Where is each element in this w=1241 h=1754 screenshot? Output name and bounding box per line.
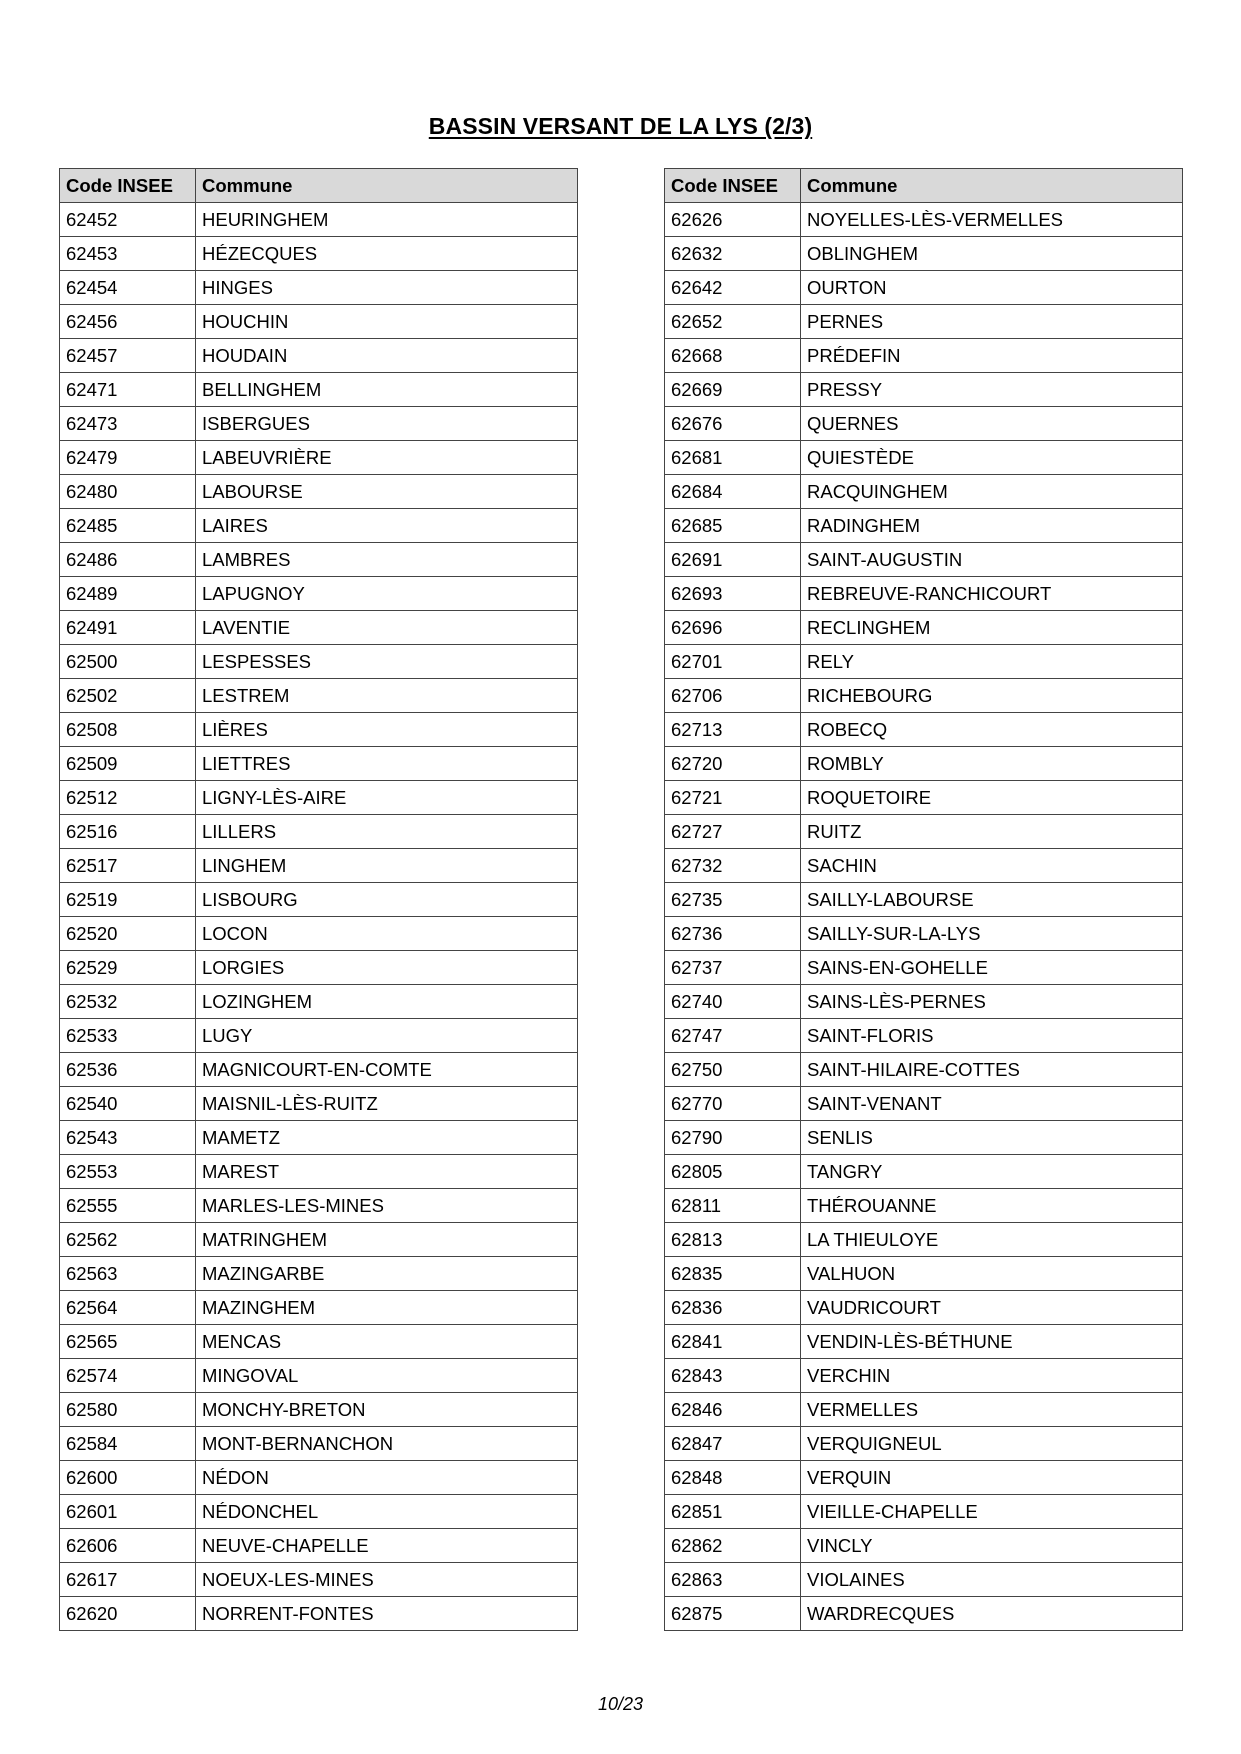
commune-cell: LORGIES [196,951,578,985]
page-number: 10/23 [597,1694,644,1714]
code-insee-cell: 62508 [60,713,196,747]
table-row [665,645,1183,679]
table-row [60,1461,578,1495]
table-row [665,917,1183,951]
code-insee-cell: 62805 [665,1155,801,1189]
code-insee-cell: 62841 [665,1325,801,1359]
table-row [665,373,1183,407]
table-row [665,271,1183,305]
code-insee-cell: 62747 [665,1019,801,1053]
table-row [60,305,578,339]
code-insee-cell: 62713 [665,713,801,747]
table-row [60,1053,578,1087]
code-insee-cell: 62564 [60,1291,196,1325]
code-insee-cell: 62693 [665,577,801,611]
commune-cell: LIGNY-LÈS-AIRE [196,781,578,815]
commune-cell: NOEUX-LES-MINES [196,1563,578,1597]
code-insee-cell: 62471 [60,373,196,407]
table-row [665,339,1183,373]
commune-cell: PERNES [801,305,1183,339]
commune-cell: VERCHIN [801,1359,1183,1393]
commune-cell: REBREUVE-RANCHICOURT [801,577,1183,611]
commune-cell: NEUVE-CHAPELLE [196,1529,578,1563]
table-row [60,1563,578,1597]
table-row [665,747,1183,781]
table-row [665,543,1183,577]
code-insee-cell: 62532 [60,985,196,1019]
table-row [665,407,1183,441]
commune-cell: THÉROUANNE [801,1189,1183,1223]
code-insee-cell: 62875 [665,1597,801,1631]
communes-table-right [664,168,1183,1631]
code-insee-cell: 62721 [665,781,801,815]
commune-cell: SAILLY-LABOURSE [801,883,1183,917]
commune-cell: VINCLY [801,1529,1183,1563]
code-insee-cell: 62580 [60,1393,196,1427]
commune-cell: NÉDON [196,1461,578,1495]
code-insee-cell: 62500 [60,645,196,679]
table-row [665,1597,1183,1631]
header-code-insee: Code INSEE [60,169,196,203]
table-header-row [665,169,1183,203]
code-insee-cell: 62480 [60,475,196,509]
code-insee-cell: 62736 [665,917,801,951]
code-insee-cell: 62706 [665,679,801,713]
code-insee-cell: 62454 [60,271,196,305]
commune-cell: MARLES-LES-MINES [196,1189,578,1223]
code-insee-cell: 62517 [60,849,196,883]
code-insee-cell: 62727 [665,815,801,849]
commune-cell: LIÈRES [196,713,578,747]
table-row [665,475,1183,509]
table-row [60,611,578,645]
table-row [60,917,578,951]
commune-cell: ROMBLY [801,747,1183,781]
code-insee-cell: 62843 [665,1359,801,1393]
code-insee-cell: 62520 [60,917,196,951]
commune-cell: SACHIN [801,849,1183,883]
commune-cell: HOUCHIN [196,305,578,339]
commune-cell: WARDRECQUES [801,1597,1183,1631]
commune-cell: MATRINGHEM [196,1223,578,1257]
table-row [60,1325,578,1359]
table-row [60,1121,578,1155]
commune-cell: ROBECQ [801,713,1183,747]
code-insee-cell: 62485 [60,509,196,543]
commune-cell: VIOLAINES [801,1563,1183,1597]
table-row [60,815,578,849]
table-row [665,203,1183,237]
commune-cell: HEURINGHEM [196,203,578,237]
commune-cell: RACQUINGHEM [801,475,1183,509]
table-row [60,1155,578,1189]
code-insee-cell: 62516 [60,815,196,849]
code-insee-cell: 62457 [60,339,196,373]
code-insee-cell: 62681 [665,441,801,475]
commune-cell: LUGY [196,1019,578,1053]
table-row [665,815,1183,849]
table-row [60,1223,578,1257]
table-row [60,883,578,917]
code-insee-cell: 62601 [60,1495,196,1529]
code-insee-cell: 62685 [665,509,801,543]
code-insee-cell: 62811 [665,1189,801,1223]
code-insee-cell: 62600 [60,1461,196,1495]
communes-table-right-body [665,203,1183,1631]
commune-cell: VIEILLE-CHAPELLE [801,1495,1183,1529]
code-insee-cell: 62620 [60,1597,196,1631]
commune-cell: LIETTRES [196,747,578,781]
code-insee-cell: 62642 [665,271,801,305]
table-row [60,951,578,985]
commune-cell: ROQUETOIRE [801,781,1183,815]
code-insee-cell: 62574 [60,1359,196,1393]
table-row [665,1087,1183,1121]
commune-cell: VERQUIGNEUL [801,1427,1183,1461]
table-row [665,237,1183,271]
table-row [60,203,578,237]
table-row [60,271,578,305]
commune-cell: LILLERS [196,815,578,849]
table-row [665,1257,1183,1291]
code-insee-cell: 62533 [60,1019,196,1053]
commune-cell: LAPUGNOY [196,577,578,611]
commune-cell: MAGNICOURT-EN-COMTE [196,1053,578,1087]
commune-cell: VENDIN-LÈS-BÉTHUNE [801,1325,1183,1359]
table-row [60,373,578,407]
code-insee-cell: 62502 [60,679,196,713]
table-row [60,1427,578,1461]
commune-cell: SAINS-EN-GOHELLE [801,951,1183,985]
code-insee-cell: 62696 [665,611,801,645]
code-insee-cell: 62479 [60,441,196,475]
table-row [60,509,578,543]
table-row [665,781,1183,815]
commune-cell: QUIESTÈDE [801,441,1183,475]
table-row [665,1325,1183,1359]
code-insee-cell: 62735 [665,883,801,917]
page-title: BASSIN VERSANT DE LA LYS (2/3) [428,113,813,139]
code-insee-cell: 62732 [665,849,801,883]
commune-cell: TANGRY [801,1155,1183,1189]
code-insee-cell: 62529 [60,951,196,985]
commune-cell: LA THIEULOYE [801,1223,1183,1257]
commune-cell: MAMETZ [196,1121,578,1155]
code-insee-cell: 62669 [665,373,801,407]
table-row [60,747,578,781]
commune-cell: SAILLY-SUR-LA-LYS [801,917,1183,951]
commune-cell: NOYELLES-LÈS-VERMELLES [801,203,1183,237]
code-insee-cell: 62509 [60,747,196,781]
code-insee-cell: 62555 [60,1189,196,1223]
table-row [60,679,578,713]
commune-cell: SENLIS [801,1121,1183,1155]
commune-cell: VERQUIN [801,1461,1183,1495]
code-insee-cell: 62512 [60,781,196,815]
commune-cell: PRÉDEFIN [801,339,1183,373]
code-insee-cell: 62473 [60,407,196,441]
code-insee-cell: 62836 [665,1291,801,1325]
commune-cell: OURTON [801,271,1183,305]
code-insee-cell: 62835 [665,1257,801,1291]
commune-cell: MAISNIL-LÈS-RUITZ [196,1087,578,1121]
code-insee-cell: 62652 [665,305,801,339]
commune-cell: SAINT-FLORIS [801,1019,1183,1053]
table-row [665,849,1183,883]
code-insee-cell: 62691 [665,543,801,577]
code-insee-cell: 62863 [665,1563,801,1597]
code-insee-cell: 62701 [665,645,801,679]
table-header-row [60,169,578,203]
code-insee-cell: 62584 [60,1427,196,1461]
code-insee-cell: 62491 [60,611,196,645]
table-row [60,441,578,475]
commune-cell: LOZINGHEM [196,985,578,1019]
code-insee-cell: 62626 [665,203,801,237]
code-insee-cell: 62737 [665,951,801,985]
code-insee-cell: 62452 [60,203,196,237]
code-insee-cell: 62851 [665,1495,801,1529]
table-row [665,985,1183,1019]
commune-cell: LESTREM [196,679,578,713]
table-row [60,543,578,577]
commune-cell: MONT-BERNANCHON [196,1427,578,1461]
commune-cell: MAREST [196,1155,578,1189]
table-row [665,509,1183,543]
table-row [665,1189,1183,1223]
table-row [60,407,578,441]
communes-table-left [59,168,578,1631]
commune-cell: LESPESSES [196,645,578,679]
commune-cell: LAIRES [196,509,578,543]
commune-cell: NÉDONCHEL [196,1495,578,1529]
table-row [665,1359,1183,1393]
commune-cell: MONCHY-BRETON [196,1393,578,1427]
table-row [665,1563,1183,1597]
communes-table-left-body [60,203,578,1631]
header-code-insee: Code INSEE [665,169,801,203]
code-insee-cell: 62847 [665,1427,801,1461]
table-row [665,1155,1183,1189]
code-insee-cell: 62770 [665,1087,801,1121]
table-row [60,1291,578,1325]
table-row [60,1393,578,1427]
table-row [60,1189,578,1223]
table-row [60,985,578,1019]
commune-cell: LABEUVRIÈRE [196,441,578,475]
commune-cell: MAZINGARBE [196,1257,578,1291]
commune-cell: RADINGHEM [801,509,1183,543]
commune-cell: SAINT-VENANT [801,1087,1183,1121]
table-row [665,1223,1183,1257]
table-row [60,237,578,271]
commune-cell: LABOURSE [196,475,578,509]
table-row [665,951,1183,985]
table-row [665,1019,1183,1053]
commune-cell: MINGOVAL [196,1359,578,1393]
code-insee-cell: 62563 [60,1257,196,1291]
code-insee-cell: 62862 [665,1529,801,1563]
commune-cell: LAMBRES [196,543,578,577]
table-row [60,645,578,679]
table-row [665,1053,1183,1087]
table-row [60,849,578,883]
code-insee-cell: 62790 [665,1121,801,1155]
code-insee-cell: 62543 [60,1121,196,1155]
commune-cell: VAUDRICOURT [801,1291,1183,1325]
commune-cell: SAINS-LÈS-PERNES [801,985,1183,1019]
table-row [665,1529,1183,1563]
commune-cell: HÉZECQUES [196,237,578,271]
code-insee-cell: 62632 [665,237,801,271]
code-insee-cell: 62740 [665,985,801,1019]
table-row [665,1393,1183,1427]
code-insee-cell: 62848 [665,1461,801,1495]
table-row [665,1121,1183,1155]
table-row [60,713,578,747]
table-row [60,1087,578,1121]
commune-cell: PRESSY [801,373,1183,407]
table-row [60,1597,578,1631]
commune-cell: RECLINGHEM [801,611,1183,645]
table-row [60,475,578,509]
code-insee-cell: 62553 [60,1155,196,1189]
commune-cell: LOCON [196,917,578,951]
table-row [60,577,578,611]
commune-cell: RUITZ [801,815,1183,849]
code-insee-cell: 62668 [665,339,801,373]
table-row [665,577,1183,611]
commune-cell: BELLINGHEM [196,373,578,407]
commune-cell: HINGES [196,271,578,305]
code-insee-cell: 62486 [60,543,196,577]
code-insee-cell: 62720 [665,747,801,781]
code-insee-cell: 62606 [60,1529,196,1563]
table-row [665,1427,1183,1461]
code-insee-cell: 62813 [665,1223,801,1257]
table-row [665,1495,1183,1529]
code-insee-cell: 62540 [60,1087,196,1121]
commune-cell: SAINT-AUGUSTIN [801,543,1183,577]
code-insee-cell: 62565 [60,1325,196,1359]
table-row [60,1019,578,1053]
code-insee-cell: 62489 [60,577,196,611]
code-insee-cell: 62684 [665,475,801,509]
table-row [60,1495,578,1529]
code-insee-cell: 62846 [665,1393,801,1427]
commune-cell: QUERNES [801,407,1183,441]
code-insee-cell: 62453 [60,237,196,271]
table-row [60,1359,578,1393]
code-insee-cell: 62519 [60,883,196,917]
commune-cell: LINGHEM [196,849,578,883]
commune-cell: MENCAS [196,1325,578,1359]
table-row [60,339,578,373]
table-row [665,1291,1183,1325]
commune-cell: MAZINGHEM [196,1291,578,1325]
table-row [60,1529,578,1563]
commune-cell: HOUDAIN [196,339,578,373]
commune-cell: LAVENTIE [196,611,578,645]
table-row [665,883,1183,917]
code-insee-cell: 62536 [60,1053,196,1087]
code-insee-cell: 62617 [60,1563,196,1597]
table-row [665,441,1183,475]
code-insee-cell: 62456 [60,305,196,339]
table-row [665,1461,1183,1495]
table-row [665,611,1183,645]
table-row [665,713,1183,747]
table-row [60,1257,578,1291]
commune-cell: ISBERGUES [196,407,578,441]
commune-cell: NORRENT-FONTES [196,1597,578,1631]
commune-cell: OBLINGHEM [801,237,1183,271]
commune-cell: VALHUON [801,1257,1183,1291]
commune-cell: LISBOURG [196,883,578,917]
commune-cell: SAINT-HILAIRE-COTTES [801,1053,1183,1087]
commune-cell: RICHEBOURG [801,679,1183,713]
code-insee-cell: 62676 [665,407,801,441]
table-row [665,305,1183,339]
commune-cell: RELY [801,645,1183,679]
header-commune: Commune [801,169,1183,203]
header-commune: Commune [196,169,578,203]
table-row [665,679,1183,713]
table-row [60,781,578,815]
code-insee-cell: 62750 [665,1053,801,1087]
code-insee-cell: 62562 [60,1223,196,1257]
commune-cell: VERMELLES [801,1393,1183,1427]
